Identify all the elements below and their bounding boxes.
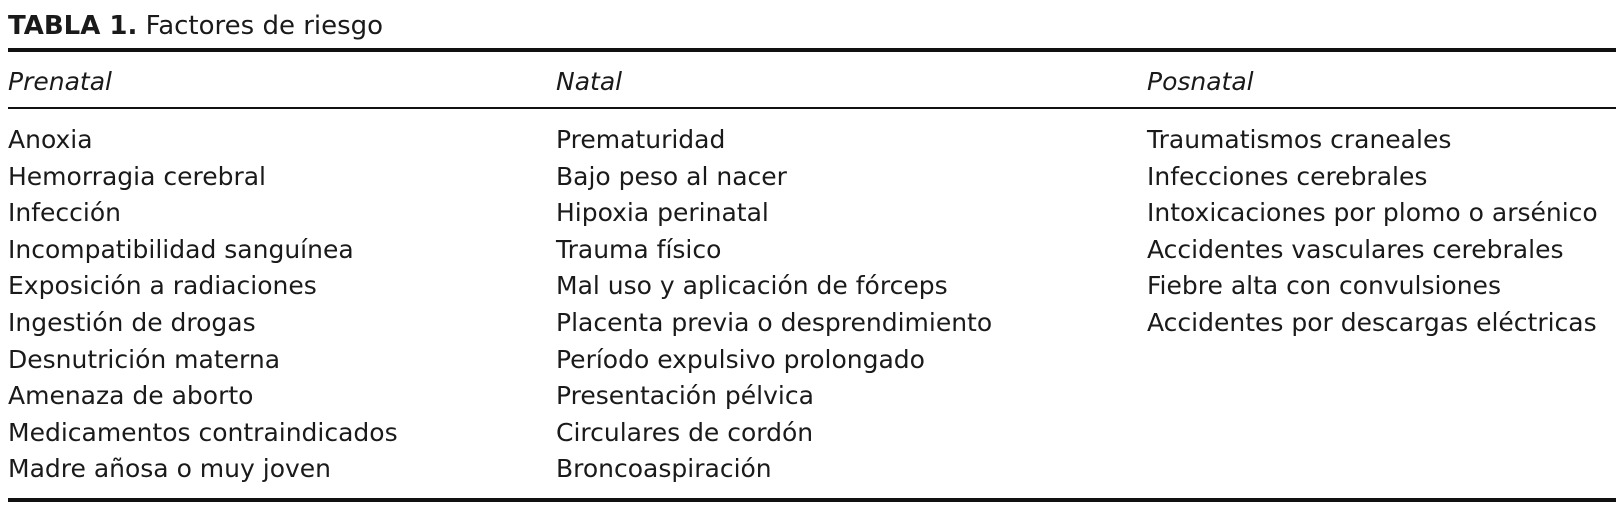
table-caption-title: Factores de riesgo [145, 11, 384, 41]
column-header-prenatal: Prenatal [8, 67, 112, 96]
table-bottom-rule [8, 498, 1616, 502]
table-cell: Traumatismos craneales [1147, 125, 1452, 154]
column-list-natal [556, 122, 992, 488]
table-cell: Bajo peso al nacer [556, 161, 787, 191]
column-list-posnatal [1147, 122, 1598, 342]
table-cell: Amenaza de aborto [8, 381, 254, 411]
table-cell: Infecciones cerebrales [1147, 161, 1428, 191]
table-cell: Ingestión de drogas [8, 307, 256, 337]
table-caption-label: TABLA 1. [8, 11, 138, 41]
table-cell: Incompatibilidad sanguínea [8, 234, 354, 264]
table-cell: Anoxia [8, 125, 93, 154]
column-header-natal: Natal [556, 67, 623, 96]
table-cell: Placenta previa o desprendimiento [556, 307, 993, 337]
table-cell: Hipoxia perinatal [556, 198, 769, 228]
column-list-prenatal [8, 122, 398, 488]
table-cell: Mal uso y aplicación de fórceps [556, 271, 948, 301]
table-cell: Período expulsivo prolongado [556, 344, 925, 374]
column-header-posnatal: Posnatal [1147, 67, 1254, 96]
table-cell: Presentación pélvica [556, 381, 814, 411]
table-cell: Intoxicaciones por plomo o arsénico [1147, 198, 1598, 228]
table-cell: Broncoaspiración [556, 454, 772, 484]
table-caption [8, 9, 383, 43]
table-cell: Fiebre alta con convulsiones [1147, 271, 1501, 301]
table-top-rule [8, 48, 1616, 52]
table-cell: Prematuridad [556, 125, 726, 154]
table-header-rule [8, 107, 1616, 109]
table-cell: Accidentes por descargas eléctricas [1147, 307, 1597, 337]
table-cell: Exposición a radiaciones [8, 271, 317, 301]
table-cell: Accidentes vasculares cerebrales [1147, 234, 1564, 264]
table-cell: Medicamentos contraindicados [8, 417, 398, 447]
table-cell: Trauma físico [556, 234, 722, 264]
table-cell: Hemorragia cerebral [8, 161, 266, 191]
table-cell: Madre añosa o muy joven [8, 454, 332, 484]
table-cell: Desnutrición materna [8, 344, 281, 374]
table-cell: Infección [8, 198, 121, 228]
table-cell: Circulares de cordón [556, 417, 814, 447]
